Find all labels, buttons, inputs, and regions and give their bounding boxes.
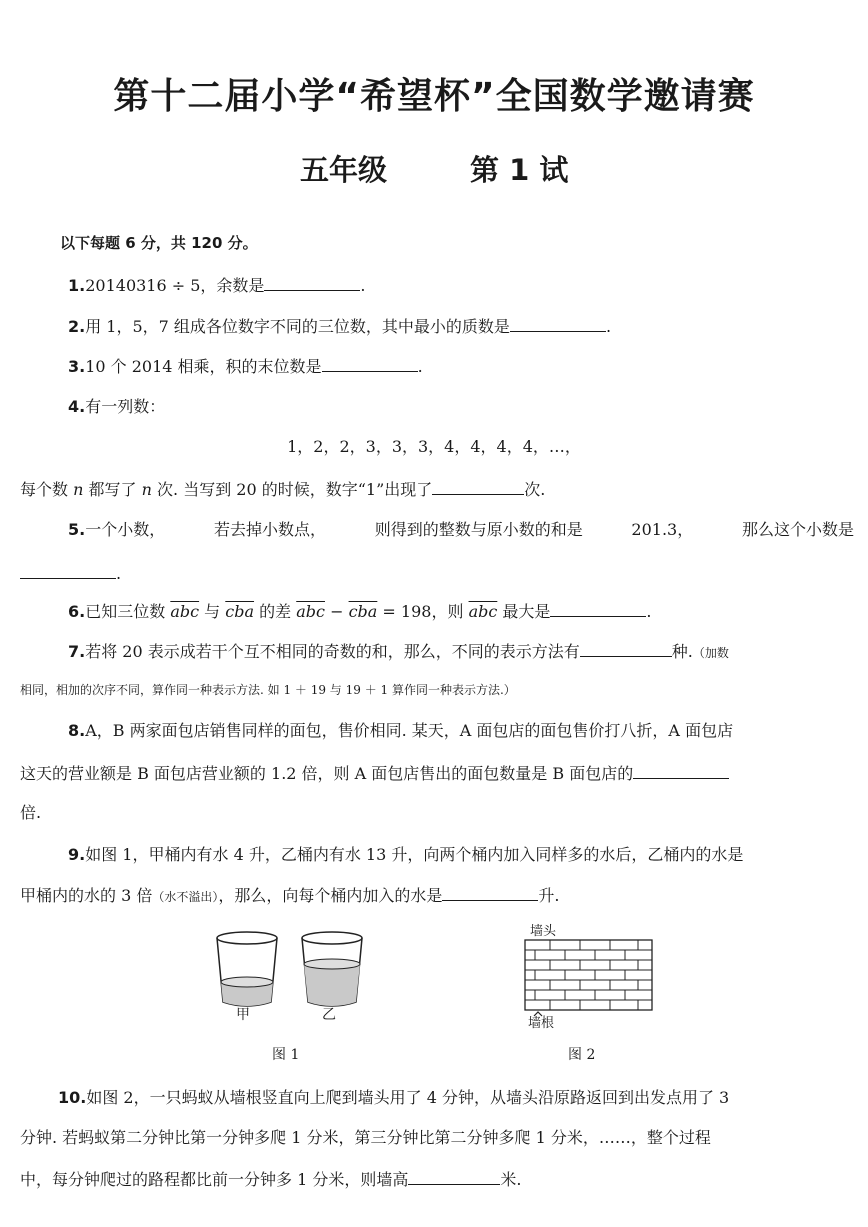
number-sequence: 1，2，2，3，3，3，4，4，4，4，…， [287, 437, 581, 456]
variable-n: n [73, 480, 84, 499]
exam-title: 第十二届小学“希望杯”全国数学邀请赛 [113, 76, 755, 117]
punct: . [417, 357, 423, 376]
question-number: 10. [58, 1088, 87, 1107]
answer-blank[interactable] [442, 882, 538, 901]
answer-blank[interactable] [633, 760, 729, 779]
wall-top-label: 墙头 [530, 924, 557, 939]
bucket-label-yi: 乙 [322, 1007, 336, 1023]
question-9 [68, 842, 854, 868]
punct: . [646, 602, 652, 621]
minus-sign: − [330, 602, 344, 621]
question-number: 3. [68, 357, 86, 376]
question-text: 中，每分钟爬过的路程都比前一分钟多 1 分米，则墙高 [20, 1170, 409, 1189]
question-number: 8. [68, 721, 86, 740]
answer-blank[interactable] [322, 353, 418, 372]
question-text: 这天的营业额是 B 面包店营业额的 1.2 倍，则 A 面包店售出的面包数量是 B 面包店的 [20, 764, 634, 783]
figure-1-buckets [205, 928, 380, 1023]
text: 甲桶内的水的 3 倍 [20, 886, 153, 905]
question-10 [58, 1085, 854, 1111]
text: 次. 当写到 20 的时候，数字“1”出现了 [157, 480, 433, 499]
text: 最大是 [502, 602, 551, 621]
question-6 [68, 598, 854, 625]
answer-blank[interactable] [550, 598, 646, 617]
answer-blank[interactable] [580, 638, 672, 657]
question-3 [68, 353, 854, 380]
round-label: 第 1 试 [470, 153, 569, 187]
punct: . [605, 317, 612, 336]
unit: 米. [500, 1170, 522, 1189]
overlined-number: $\overline{cba}$ [348, 602, 378, 621]
note: （水不溢出） [152, 890, 219, 904]
question-number: 9. [68, 845, 86, 864]
unit: 种. [671, 642, 693, 661]
text: 的差 [259, 602, 292, 621]
text: 每个数 [20, 480, 69, 499]
text: 那么这个小数是 [741, 520, 854, 539]
question-4 [68, 394, 854, 420]
question-text: 用 1，5，7 组成各位数字不同的三位数，其中最小的质数是 [85, 317, 510, 336]
figure-2-brick-wall [520, 938, 655, 1020]
answer-blank[interactable] [20, 560, 116, 579]
punct: . [116, 564, 122, 583]
note: （加数 [692, 646, 729, 660]
question-7-note: 相同，相加的次序不同，算作同一种表示方法. 如 1 ＋ 19 与 19 ＋ 1 算作同一种表示方法.） [20, 683, 516, 697]
answer-blank[interactable] [264, 272, 360, 291]
question-number: 1. [68, 276, 86, 295]
question-8 [68, 718, 854, 744]
question-number: 5. [68, 520, 86, 539]
overlined-number: $\overline{abc}$ [170, 602, 200, 621]
text: ，那么，向每个桶内加入的水是 [218, 886, 443, 905]
text: 若去掉小数点， [213, 520, 326, 539]
bucket-label-jia: 甲 [236, 1007, 250, 1023]
answer-blank[interactable] [510, 313, 606, 332]
question-5-line-2 [20, 560, 854, 587]
figure-2-caption: 图 2 [568, 1047, 596, 1063]
question-text: A，B 两家面包店销售同样的面包，售价相同. 某天，A 面包店的面包售价打八折，A 面包店 [85, 721, 734, 740]
question-8-line-3: 倍. [20, 803, 42, 822]
grade-label: 五年级 [300, 153, 388, 187]
overlined-number: $\overline{cba}$ [225, 602, 255, 621]
overlined-number: $\overline{abc}$ [468, 602, 498, 621]
question-text: 有一列数： [85, 397, 166, 416]
text: = 198，则 [382, 602, 464, 621]
question-text: 若将 20 表示成若干个互不相同的奇数的和，那么，不同的表示方法有 [85, 642, 580, 661]
question-5 [68, 517, 854, 543]
question-number: 6. [68, 602, 86, 621]
question-4-line-2 [20, 476, 854, 503]
punct: . [360, 276, 366, 295]
question-7 [68, 638, 854, 666]
question-text: 20140316 ÷ 5，余数是 [85, 276, 265, 295]
overlined-number: $\overline{abc}$ [296, 602, 325, 621]
text: 一个小数， [85, 520, 166, 539]
text: 已知三位数 [85, 602, 166, 621]
question-text: 10 个 2014 相乘，积的末位数是 [85, 357, 322, 376]
text: 都写了 [88, 480, 137, 499]
text: 201.3， [631, 520, 694, 539]
bucket-yi [302, 932, 362, 1006]
question-10-line-3 [20, 1166, 854, 1193]
question-text: 如图 1，甲桶内有水 4 升，乙桶内有水 13 升，向两个桶内加入同样多的水后，乙桶内的水是 [85, 845, 744, 864]
question-9-line-2 [20, 882, 854, 910]
question-number: 7. [68, 642, 86, 661]
bucket-jia [217, 932, 277, 1006]
answer-blank[interactable] [408, 1166, 500, 1185]
question-8-line-2 [20, 760, 854, 787]
question-2 [68, 313, 854, 340]
answer-blank[interactable] [432, 476, 524, 495]
question-10-line-2: 分钟. 若蚂蚁第二分钟比第一分钟多爬 1 分米，第三分钟比第二分钟多爬 1 分米，……，整个过程 [20, 1128, 711, 1147]
figure-1-caption: 图 1 [272, 1047, 300, 1063]
variable-n: n [141, 480, 152, 499]
question-1 [68, 272, 854, 299]
wall-bottom-label: 墙根 [528, 1016, 555, 1031]
text: 次. [524, 480, 546, 499]
text: 与 [204, 602, 221, 621]
text: 则得到的整数与原小数的和是 [374, 520, 583, 539]
question-text: 如图 2，一只蚂蚁从墙根竖直向上爬到墙头用了 4 分钟，从墙头沿原路返回到出发点用了 3 [86, 1088, 730, 1107]
intro-text: 以下每题 6 分，共 120 分。 [60, 234, 258, 252]
question-number: 4. [68, 397, 86, 416]
unit: 升. [538, 886, 560, 905]
question-number: 2. [68, 317, 86, 336]
